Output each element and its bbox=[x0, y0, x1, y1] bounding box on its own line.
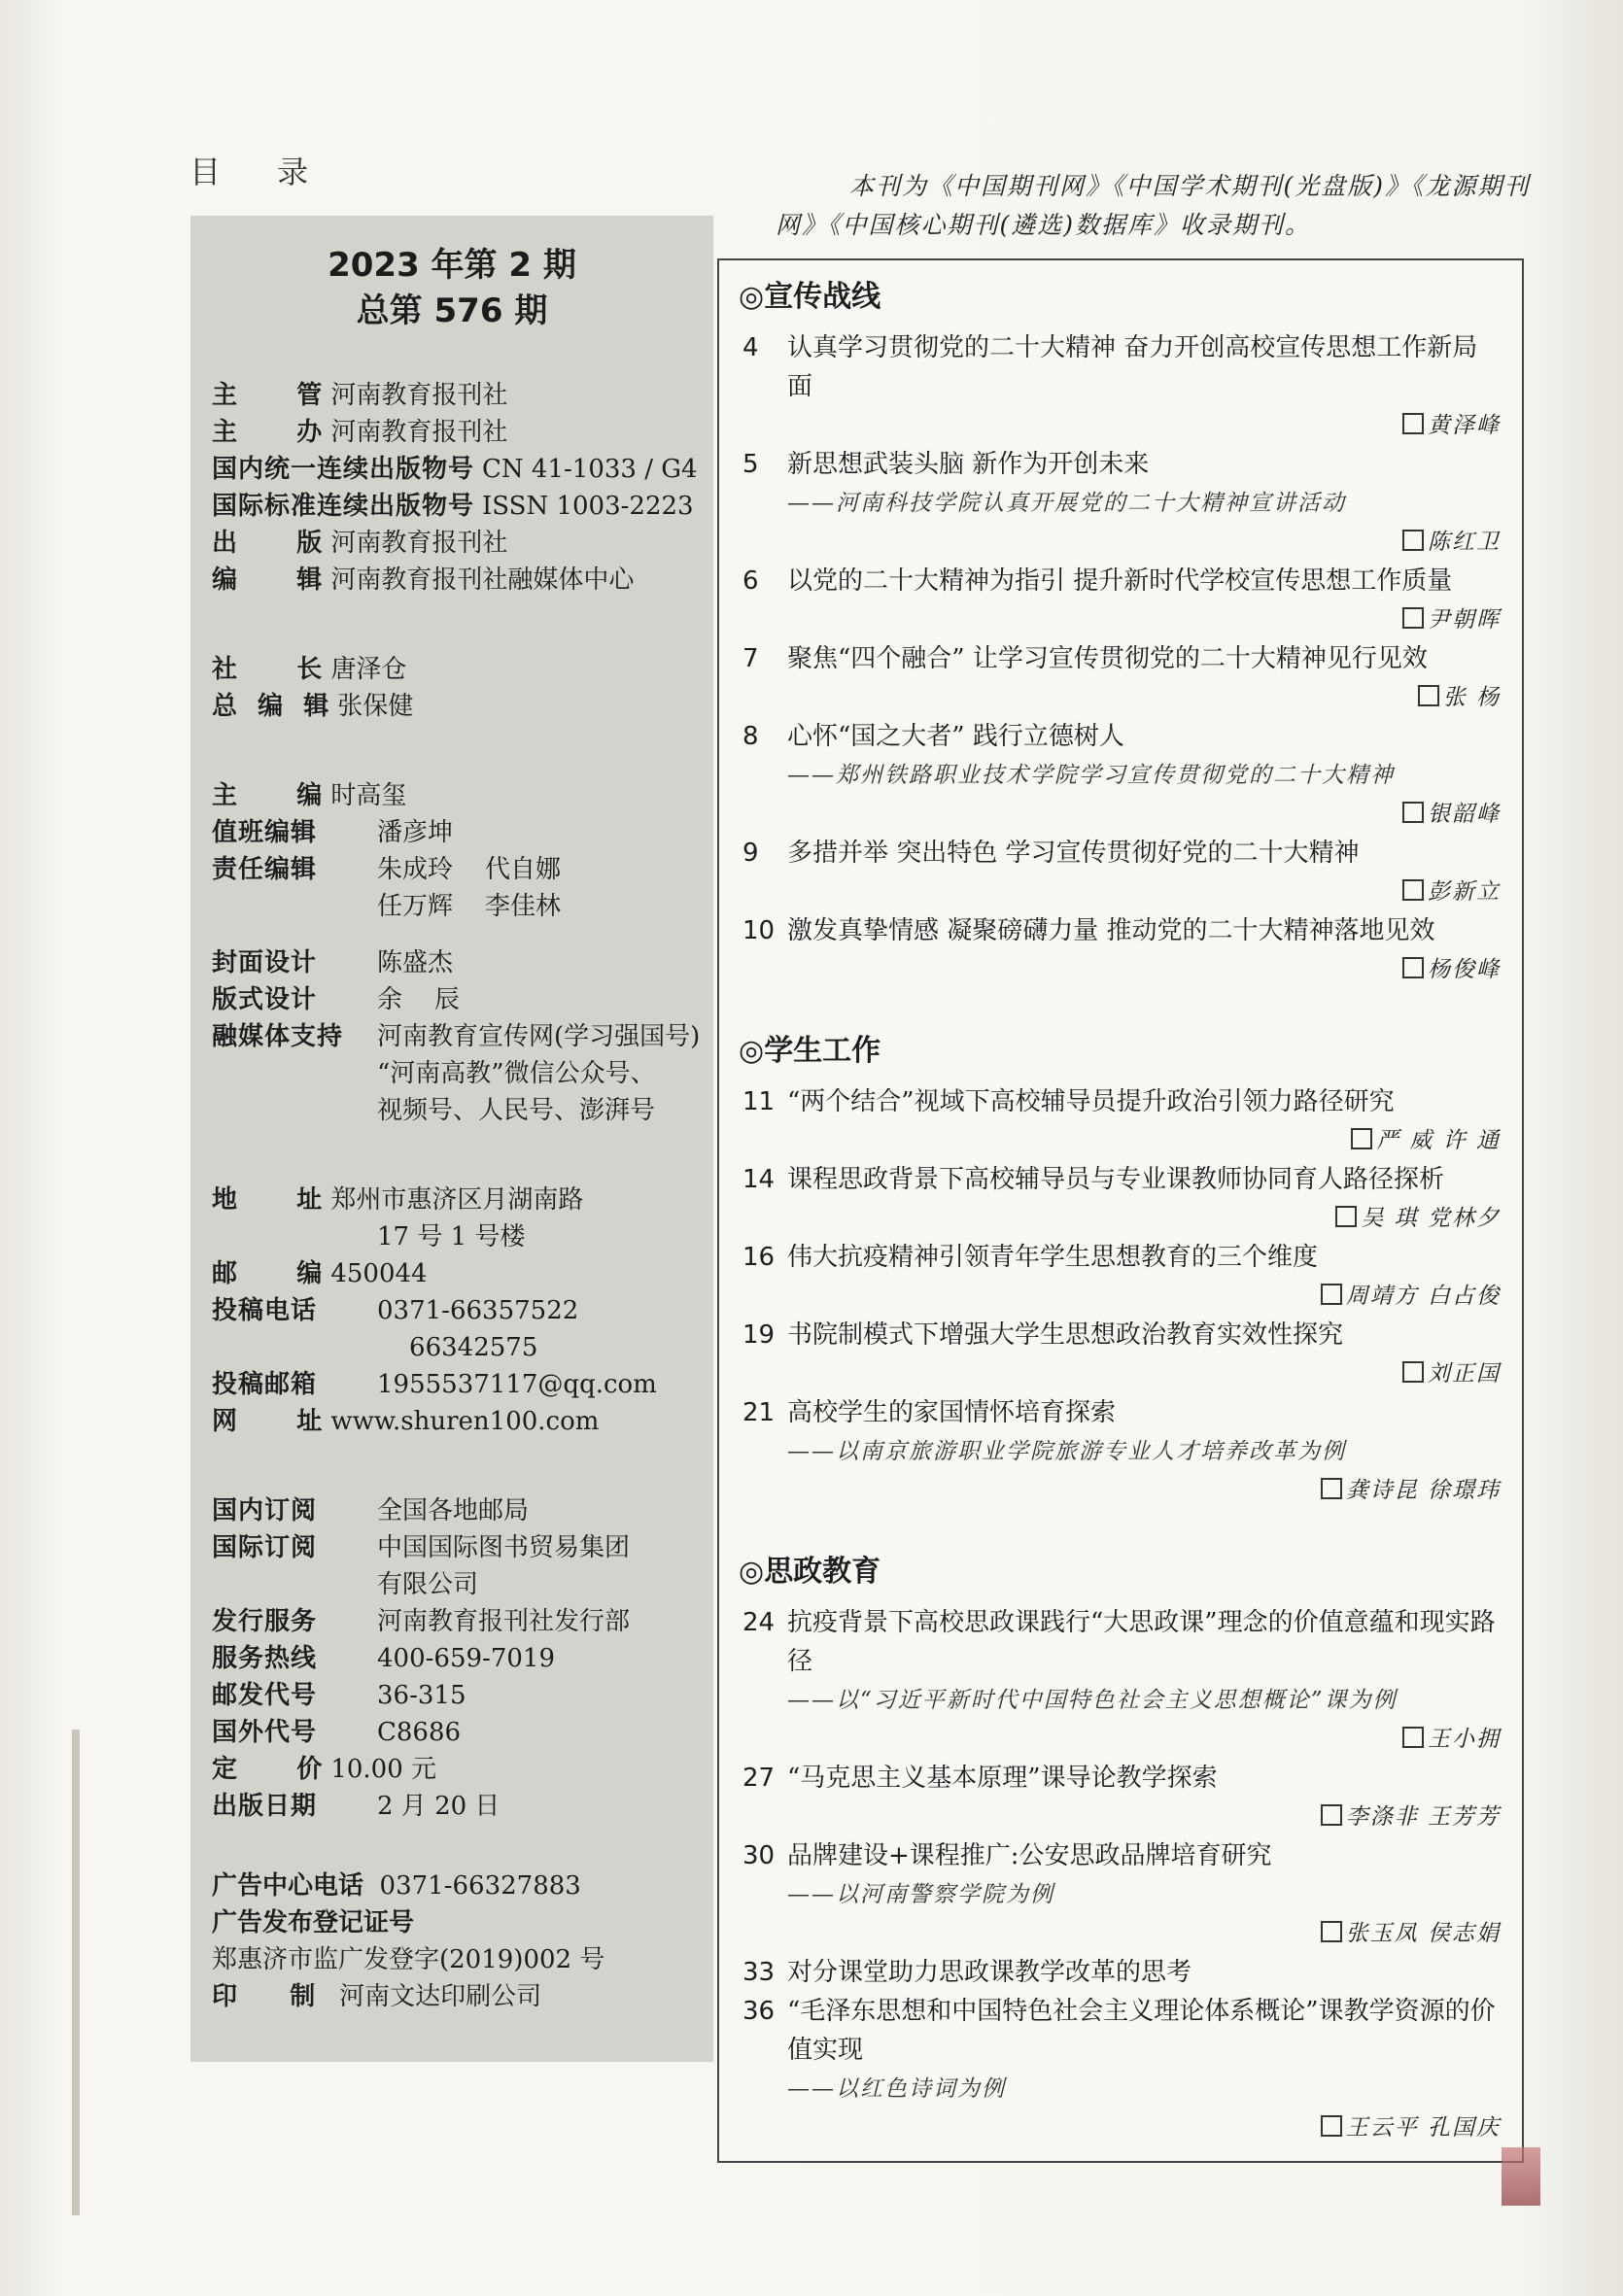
author-name: 龚诗昆 徐璟玮 bbox=[1345, 1478, 1501, 1503]
toc-page-number: 30 bbox=[742, 1841, 776, 1870]
toc-entry[interactable] bbox=[742, 1316, 1501, 1393]
masthead-value: 时高玺 bbox=[330, 781, 407, 810]
toc-page-number: 10 bbox=[742, 916, 776, 945]
masthead-label: 版式设计 bbox=[212, 985, 318, 1014]
ad-reg-row: 广告发布登记证号 bbox=[212, 1908, 415, 1937]
toc-entry-body bbox=[787, 1316, 1501, 1393]
toc-article-title: 高校学生的家国情怀培育探索 bbox=[787, 1398, 1117, 1427]
ad-info bbox=[212, 1868, 692, 2015]
section-heading-text: 宣传战线 bbox=[764, 280, 881, 314]
masthead-value: 河南教育宣传网(学习强国号) bbox=[377, 1022, 701, 1051]
toc-entry[interactable] bbox=[742, 717, 1501, 834]
masthead-row bbox=[212, 1788, 692, 1825]
masthead-row bbox=[212, 981, 692, 1018]
masthead-value: 400-659-7019 bbox=[377, 1644, 555, 1673]
masthead-value: 河南教育报刊社 bbox=[330, 381, 508, 410]
issue-header bbox=[212, 243, 692, 334]
masthead-row bbox=[212, 1677, 692, 1714]
author-name: 李涤非 王芳芳 bbox=[1345, 1804, 1501, 1830]
section-heading-text: 思政教育 bbox=[764, 1555, 881, 1589]
toc-entry-body bbox=[787, 717, 1501, 834]
toc-entry[interactable] bbox=[742, 1836, 1501, 1953]
masthead-value: 潘彦坤 bbox=[377, 818, 454, 847]
masthead-group bbox=[212, 1492, 692, 1603]
masthead-label: 社 长 bbox=[212, 655, 324, 684]
toc-page-number: 4 bbox=[742, 333, 759, 362]
masthead-label: 国际订阅 bbox=[212, 1533, 318, 1562]
masthead-value: 河南教育报刊社 bbox=[330, 529, 508, 558]
author-box-icon bbox=[1402, 530, 1424, 551]
masthead-label: 地 址 bbox=[212, 1185, 324, 1215]
author-box-icon bbox=[1402, 957, 1424, 978]
toc-article-title: 以党的二十大精神为指引 提升新时代学校宣传思想工作质量 bbox=[787, 566, 1453, 596]
circle-bullet-icon: ◎ bbox=[739, 1034, 765, 1068]
masthead-value: 中国国际图书贸易集团 bbox=[377, 1533, 631, 1562]
author-box-icon bbox=[1351, 1128, 1372, 1149]
toc-page-number: 21 bbox=[742, 1398, 776, 1427]
toc-entry[interactable] bbox=[742, 639, 1501, 717]
masthead-label: 邮发代号 bbox=[212, 1681, 318, 1710]
masthead-value: www.shuren100.com bbox=[330, 1407, 600, 1436]
masthead-value: 唐泽仓 bbox=[330, 655, 407, 684]
toc-section-heading bbox=[739, 1028, 1501, 1075]
toc-author bbox=[787, 1471, 1501, 1510]
masthead-row bbox=[212, 451, 698, 488]
author-box-icon bbox=[1321, 1284, 1342, 1305]
author-name: 彭新立 bbox=[1428, 879, 1501, 905]
masthead-value: 全国各地邮局 bbox=[377, 1496, 530, 1525]
masthead-value: 1955537117@qq.com bbox=[377, 1370, 657, 1399]
toc-entry[interactable] bbox=[742, 1393, 1501, 1510]
author-name: 杨俊峰 bbox=[1428, 957, 1501, 982]
masthead-row bbox=[212, 1714, 692, 1751]
toc-section bbox=[739, 1549, 1501, 2147]
masthead-continuation: 66342575 bbox=[377, 1333, 538, 1362]
toc-article-subtitle: ——河南科技学院认真开展党的二十大精神宣讲活动 bbox=[787, 491, 1346, 516]
toc-entry-body bbox=[787, 445, 1501, 562]
toc-entry-body bbox=[787, 1393, 1501, 1510]
toc-entry[interactable] bbox=[742, 1082, 1501, 1160]
masthead-label: 国际标准连续出版物号 bbox=[212, 492, 475, 521]
author-name: 周靖方 白占俊 bbox=[1345, 1284, 1501, 1309]
masthead-value: 2 月 20 日 bbox=[377, 1792, 501, 1821]
print-row: 印 制 河南文达印刷公司 bbox=[212, 1982, 542, 2011]
toc-author bbox=[787, 1798, 1501, 1836]
author-name: 银韶峰 bbox=[1428, 802, 1501, 827]
toc-article-subtitle: ——以“习近平新时代中国特色社会主义思想概论”课为例 bbox=[787, 1688, 1398, 1713]
toc-article-subtitle: ——以红色诗词为例 bbox=[787, 2076, 1006, 2102]
masthead-label: 主 管 bbox=[212, 381, 324, 410]
section-label: 目 录 bbox=[190, 154, 332, 190]
toc-page-number: 24 bbox=[742, 1608, 776, 1637]
toc-entry[interactable] bbox=[742, 445, 1501, 562]
masthead-label: 定 价 bbox=[212, 1755, 324, 1784]
masthead-row bbox=[212, 488, 692, 525]
masthead-value: 10.00 元 bbox=[330, 1755, 437, 1784]
toc-entry[interactable] bbox=[742, 911, 1501, 989]
masthead-group bbox=[212, 944, 701, 1129]
masthead-continuation: 有限公司 bbox=[377, 1570, 479, 1599]
toc-entry[interactable] bbox=[742, 834, 1501, 911]
masthead-row bbox=[212, 1529, 692, 1566]
toc-section bbox=[739, 1028, 1501, 1510]
author-box-icon bbox=[1402, 607, 1424, 629]
toc-entry[interactable] bbox=[742, 1953, 1501, 1992]
toc-article-subtitle: ——以河南警察学院为例 bbox=[787, 1882, 1054, 1907]
circle-bullet-icon: ◎ bbox=[739, 1555, 765, 1589]
toc-entry[interactable] bbox=[742, 1759, 1501, 1836]
masthead-row bbox=[212, 414, 692, 451]
masthead-continuation: 17 号 1 号楼 bbox=[377, 1222, 526, 1251]
toc-author bbox=[787, 1720, 1501, 1759]
author-name: 黄泽峰 bbox=[1428, 413, 1501, 438]
masthead-label: 值班编辑 bbox=[212, 818, 318, 847]
author-name: 严 威 许 通 bbox=[1376, 1128, 1501, 1153]
toc-entry-body bbox=[787, 834, 1501, 911]
toc-author bbox=[787, 795, 1501, 834]
masthead-row bbox=[212, 1018, 701, 1055]
toc-entry-body bbox=[787, 1836, 1501, 1953]
masthead-value: 郑州市惠济区月湖南路 bbox=[330, 1185, 584, 1215]
toc-entry-body bbox=[787, 639, 1501, 717]
toc-author bbox=[787, 1277, 1501, 1316]
toc-page-number: 27 bbox=[742, 1764, 776, 1793]
masthead-value: 陈盛杰 bbox=[377, 948, 454, 977]
masthead-label: 出版日期 bbox=[212, 1792, 318, 1821]
masthead-continuation: 任万辉 李佳林 bbox=[377, 892, 562, 921]
toc-article-title: 课程思政背景下高校辅导员与专业课教师协同育人路径探析 bbox=[787, 1165, 1445, 1194]
toc-article-title: 心怀“国之大者” 践行立德树人 bbox=[787, 722, 1124, 751]
toc-article-subtitle: ——郑州铁路职业技术学院学习宣传贯彻党的二十大精神 bbox=[787, 763, 1395, 788]
masthead-panel bbox=[190, 216, 713, 2062]
toc-article-title: 品牌建设+课程推广:公安思政品牌培育研究 bbox=[787, 1841, 1272, 1870]
toc-section-heading bbox=[739, 274, 1501, 321]
masthead-group bbox=[212, 651, 692, 725]
ad-phone-row: 广告中心电话 0371-66327883 bbox=[212, 1871, 581, 1901]
author-name: 刘正国 bbox=[1428, 1361, 1501, 1387]
masthead-label: 国内统一连续出版物号 bbox=[212, 455, 475, 484]
toc-entry[interactable] bbox=[742, 1160, 1501, 1238]
toc-article-title: 对分课堂助力思政课教学改革的思考 bbox=[787, 1958, 1192, 1987]
author-box-icon bbox=[1321, 1921, 1342, 1942]
masthead-label: 封面设计 bbox=[212, 948, 318, 977]
masthead-label: 邮 编 bbox=[212, 1259, 324, 1288]
toc-article-title: 聚焦“四个融合” 让学习宣传贯彻党的二十大精神见行见效 bbox=[787, 644, 1428, 673]
toc-article-title: 新思想武装头脑 新作为开创未来 bbox=[787, 450, 1150, 479]
toc-entry-body bbox=[787, 1992, 1501, 2147]
masthead-row bbox=[212, 1640, 692, 1677]
masthead-group bbox=[212, 777, 692, 925]
author-name: 尹朝晖 bbox=[1428, 607, 1501, 633]
toc-entry-body bbox=[787, 1160, 1501, 1238]
toc-page-number: 11 bbox=[742, 1087, 776, 1116]
author-box-icon bbox=[1321, 1478, 1342, 1499]
masthead-value: 0371-66357522 bbox=[377, 1296, 579, 1325]
masthead-label: 投稿邮箱 bbox=[212, 1370, 318, 1399]
toc-article-title: “马克思主义基本原理”课导论教学探索 bbox=[787, 1764, 1218, 1793]
issue-year: 2023 年第 2 期 bbox=[328, 246, 576, 285]
masthead-row bbox=[212, 1182, 692, 1218]
masthead-value: 河南教育报刊社发行部 bbox=[377, 1607, 631, 1636]
toc-author bbox=[787, 523, 1501, 562]
toc-entry[interactable] bbox=[742, 328, 1501, 445]
masthead-row bbox=[212, 525, 692, 562]
masthead-value: 余 辰 bbox=[377, 985, 461, 1014]
author-box-icon bbox=[1402, 1727, 1424, 1748]
toc-article-title: 书院制模式下增强大学生思想政治教育实效性探究 bbox=[787, 1320, 1344, 1350]
masthead-label: 发行服务 bbox=[212, 1607, 318, 1636]
masthead-label: 服务热线 bbox=[212, 1644, 318, 1673]
masthead-value: ISSN 1003-2223 bbox=[482, 492, 694, 521]
toc-page-number: 7 bbox=[742, 644, 759, 673]
toc-article-title: 伟大抗疫精神引领青年学生思想教育的三个维度 bbox=[787, 1243, 1319, 1272]
author-box-icon bbox=[1335, 1206, 1357, 1227]
masthead-row bbox=[212, 688, 692, 725]
masthead-value: 河南教育报刊社 bbox=[330, 418, 508, 447]
toc-body bbox=[739, 274, 1501, 2147]
masthead-group bbox=[212, 1603, 692, 1825]
toc-page-number: 9 bbox=[742, 839, 759, 868]
masthead-label: 责任编辑 bbox=[212, 855, 318, 884]
toc-entry-body bbox=[787, 328, 1501, 445]
toc-entry-body bbox=[787, 1603, 1501, 1759]
author-name: 吴 琪 党林夕 bbox=[1361, 1206, 1501, 1231]
masthead-value: 朱成玲 代自娜 bbox=[377, 855, 562, 884]
toc-author bbox=[787, 2108, 1501, 2147]
circle-bullet-icon: ◎ bbox=[739, 280, 765, 314]
toc-page-number: 19 bbox=[742, 1320, 776, 1350]
toc-article-title: “两个结合”视域下高校辅导员提升政治引领力路径研究 bbox=[787, 1087, 1395, 1116]
masthead-label: 总 编 辑 bbox=[212, 692, 330, 721]
indexing-notice: 本刊为《中国期刊网》《中国学术期刊(光盘版)》《龙源期刊网》《中国核心期刊(遴选)数据库》收录期刊。 bbox=[776, 172, 1531, 239]
masthead-label: 出 版 bbox=[212, 529, 324, 558]
masthead-group bbox=[212, 1255, 692, 1366]
toc-entry[interactable] bbox=[742, 562, 1501, 639]
toc-page-number: 16 bbox=[742, 1243, 776, 1272]
masthead-label: 融媒体支持 bbox=[212, 1022, 344, 1051]
toc-entry-body bbox=[787, 562, 1501, 639]
masthead-continuation: 视频号、人民号、澎湃号 bbox=[377, 1096, 656, 1125]
toc-entry-body bbox=[787, 1238, 1501, 1316]
toc-article-title: 激发真挚情感 凝聚磅礴力量 推动党的二十大精神落地见效 bbox=[787, 916, 1435, 945]
masthead-continuation: “河南高教”微信公众号、 bbox=[377, 1059, 656, 1088]
toc-article-subtitle: ——以南京旅游职业学院旅游专业人才培养改革为例 bbox=[787, 1439, 1346, 1464]
toc-page-number: 14 bbox=[742, 1165, 776, 1194]
masthead-group bbox=[212, 1182, 692, 1255]
toc-author bbox=[787, 1121, 1501, 1160]
author-box-icon bbox=[1402, 802, 1424, 823]
masthead-row bbox=[212, 1492, 692, 1529]
masthead-value: 张保健 bbox=[337, 692, 414, 721]
masthead-label: 主 编 bbox=[212, 781, 324, 810]
masthead-value: 450044 bbox=[330, 1259, 428, 1288]
toc-author bbox=[787, 1199, 1501, 1238]
toc-page-number: 6 bbox=[742, 566, 759, 596]
masthead-row bbox=[212, 651, 692, 688]
masthead-row bbox=[212, 562, 692, 599]
masthead-row bbox=[212, 1255, 692, 1292]
masthead-group bbox=[212, 377, 698, 599]
toc-article-title: 多措并举 突出特色 学习宣传贯彻好党的二十大精神 bbox=[787, 839, 1360, 868]
author-box-icon bbox=[1402, 879, 1424, 901]
masthead-label: 编 辑 bbox=[212, 565, 324, 595]
section-heading-text: 学生工作 bbox=[764, 1034, 881, 1068]
toc-author bbox=[787, 1914, 1501, 1953]
masthead-label: 国内订阅 bbox=[212, 1496, 318, 1525]
toc-author bbox=[787, 1354, 1501, 1393]
masthead-row bbox=[212, 1292, 692, 1329]
page-edge bbox=[72, 1730, 80, 2215]
author-name: 王小拥 bbox=[1428, 1727, 1501, 1752]
masthead-row bbox=[212, 851, 692, 888]
masthead-label: 主 办 bbox=[212, 418, 324, 447]
masthead-label: 网 址 bbox=[212, 1407, 324, 1436]
toc-article-title: “毛泽东思想和中国特色社会主义理论体系概论”课教学资源的价值实现 bbox=[787, 1997, 1496, 2065]
masthead-row bbox=[212, 777, 692, 814]
masthead-row bbox=[212, 1366, 692, 1403]
toc-entry[interactable] bbox=[742, 1603, 1501, 1759]
toc-page-number: 36 bbox=[742, 1997, 776, 2026]
masthead-row bbox=[212, 1403, 692, 1440]
masthead-value: 36-315 bbox=[377, 1681, 466, 1710]
author-box-icon bbox=[1402, 1361, 1424, 1383]
toc-section-heading bbox=[739, 1549, 1501, 1595]
toc-author bbox=[787, 678, 1501, 717]
masthead-label: 国外代号 bbox=[212, 1718, 318, 1747]
author-name: 王云平 孔国庆 bbox=[1345, 2115, 1501, 2141]
table-of-contents bbox=[717, 258, 1524, 2163]
masthead-row bbox=[212, 944, 692, 981]
masthead-value: 河南教育报刊社融媒体中心 bbox=[330, 565, 635, 595]
toc-entry-body bbox=[787, 1953, 1501, 1992]
masthead-label: 投稿电话 bbox=[212, 1296, 318, 1325]
author-box-icon bbox=[1418, 685, 1439, 706]
toc-author bbox=[787, 950, 1501, 989]
toc-page-number: 8 bbox=[742, 722, 759, 751]
toc-entry[interactable] bbox=[742, 1992, 1501, 2147]
author-box-icon bbox=[1321, 1804, 1342, 1826]
masthead-value: C8686 bbox=[377, 1718, 462, 1747]
toc-page-number: 33 bbox=[742, 1958, 776, 1987]
ad-reg-value: 郑惠济市监广发登字(2019)002 号 bbox=[212, 1945, 605, 1974]
masthead-row bbox=[212, 814, 692, 851]
toc-entry-body bbox=[787, 911, 1501, 989]
masthead-value: CN 41-1033 / G4 bbox=[482, 455, 698, 484]
toc-entry-body bbox=[787, 1759, 1501, 1836]
toc-page-number: 5 bbox=[742, 450, 759, 479]
masthead-row bbox=[212, 377, 692, 414]
author-box-icon bbox=[1402, 413, 1424, 434]
issue-total: 总第 576 期 bbox=[356, 291, 548, 330]
toc-section bbox=[739, 274, 1501, 989]
toc-article-title: 抗疫背景下高校思政课践行“大思政课”理念的价值意蕴和现实路径 bbox=[787, 1608, 1496, 1676]
author-name: 张玉凤 侯志娟 bbox=[1345, 1921, 1501, 1946]
toc-article-title: 认真学习贯彻党的二十大精神 奋力开创高校宣传思想工作新局面 bbox=[787, 333, 1478, 401]
toc-author bbox=[787, 406, 1501, 445]
bookmark-ribbon bbox=[1502, 2147, 1540, 2206]
author-name: 陈红卫 bbox=[1428, 530, 1501, 555]
toc-author bbox=[787, 600, 1501, 639]
masthead-body bbox=[212, 377, 701, 1825]
masthead-row bbox=[212, 1603, 692, 1640]
masthead-row bbox=[212, 1751, 692, 1788]
toc-author bbox=[787, 873, 1501, 911]
masthead-group bbox=[212, 1366, 692, 1440]
author-box-icon bbox=[1321, 2115, 1342, 2137]
toc-entry-body bbox=[787, 1082, 1501, 1160]
author-name: 张 杨 bbox=[1442, 685, 1501, 710]
toc-entry[interactable] bbox=[742, 1238, 1501, 1316]
